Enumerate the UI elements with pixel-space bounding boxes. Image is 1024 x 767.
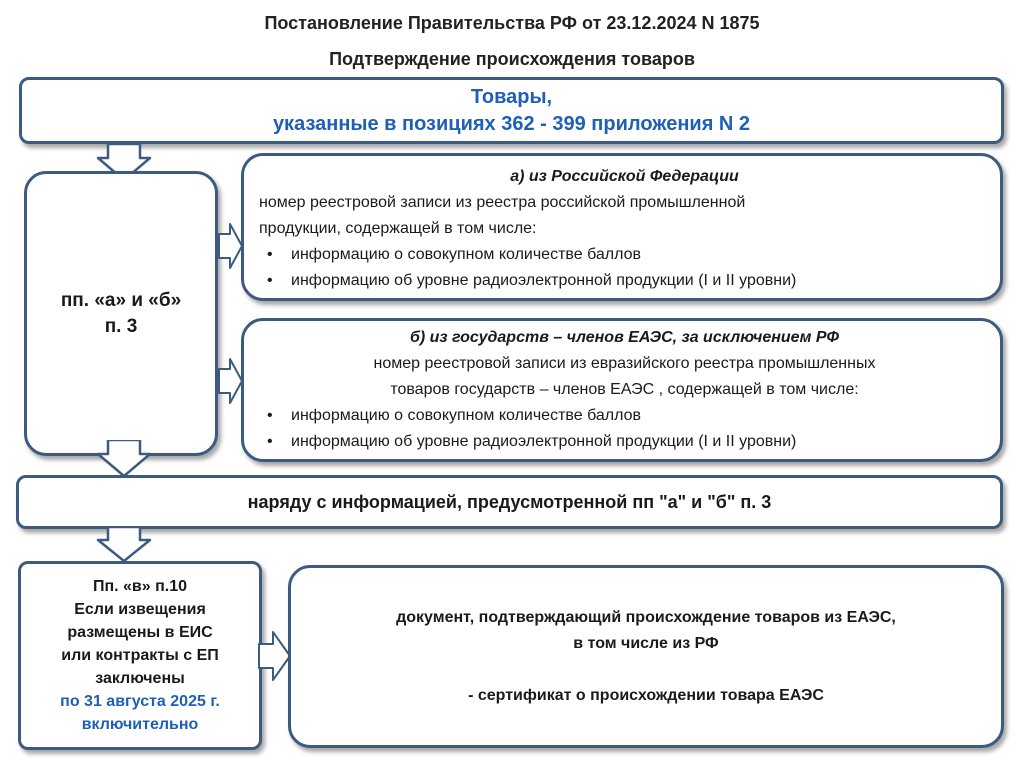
down-arrow-icon	[96, 440, 152, 478]
option-a-box	[241, 153, 1003, 301]
option-a-bullets	[259, 242, 990, 294]
option-b-line1: номер реестровой записи из евразийского реестра промышленных	[373, 355, 876, 372]
subclause-v-box	[18, 561, 262, 750]
subclause-ab-line1: пп. «а» и «б»	[60, 289, 182, 311]
subclause-v-line1: Пп. «в» п.10	[92, 578, 188, 595]
together-text: наряду с информацией, предусмотренной пп "а" и "б" п. 3	[247, 491, 772, 512]
option-b-line2: товаров государств – членов ЕАЭС , содержащей в том числе:	[390, 381, 859, 398]
option-b-heading: б) из государств – членов ЕАЭС, за исключением РФ	[409, 329, 840, 346]
option-a-line1: номер реестровой записи из реестра российской промышленной	[259, 194, 746, 211]
document-certificate: - сертификат о происхождении товара ЕАЭС	[468, 686, 824, 704]
subclause-v-inclusive: включительно	[81, 716, 199, 733]
document-line2: в том числе из РФ	[573, 634, 719, 652]
subclause-v-line4: или контракты с ЕП	[61, 647, 219, 664]
subclause-v-line3: размещены в ЕИС	[67, 624, 213, 641]
list-item: • информацию об уровне радиоэлектронной продукции (I и II уровни)	[259, 268, 990, 294]
list-item: • информацию об уровне радиоэлектронной продукции (I и II уровни)	[259, 429, 990, 455]
subclause-v-line2: Если извещения	[74, 601, 206, 618]
subclause-ab-line2: п. 3	[104, 315, 138, 337]
option-a-line2: продукции, содержащей в том числе:	[259, 220, 537, 237]
subclause-v-line5: заключены	[95, 670, 185, 687]
subclause-ab-box	[24, 171, 218, 456]
goods-line1: Товары,	[470, 85, 553, 108]
option-b-bullets	[259, 403, 990, 455]
goods-box	[19, 77, 1004, 144]
document-box	[288, 565, 1004, 748]
page-subtitle: Подтверждение происхождения товаров	[329, 49, 695, 69]
list-item: • информацию о совокупном количестве баллов	[259, 403, 990, 429]
right-arrow-icon	[258, 630, 292, 682]
option-b-box	[241, 318, 1003, 462]
page-title: Постановление Правительства РФ от 23.12.2024 N 1875	[264, 13, 760, 33]
document-line1: документ, подтверждающий происхождение товаров из ЕАЭС,	[396, 608, 896, 626]
option-a-heading: а) из Российской Федерации	[510, 168, 739, 185]
down-arrow-icon	[96, 527, 152, 563]
list-item: • информацию о совокупном количестве баллов	[259, 242, 990, 268]
together-box	[16, 475, 1003, 529]
goods-line2: указанные в позициях 362 - 399 приложения N 2	[272, 112, 751, 135]
subclause-v-date: по 31 августа 2025 г.	[60, 693, 220, 710]
